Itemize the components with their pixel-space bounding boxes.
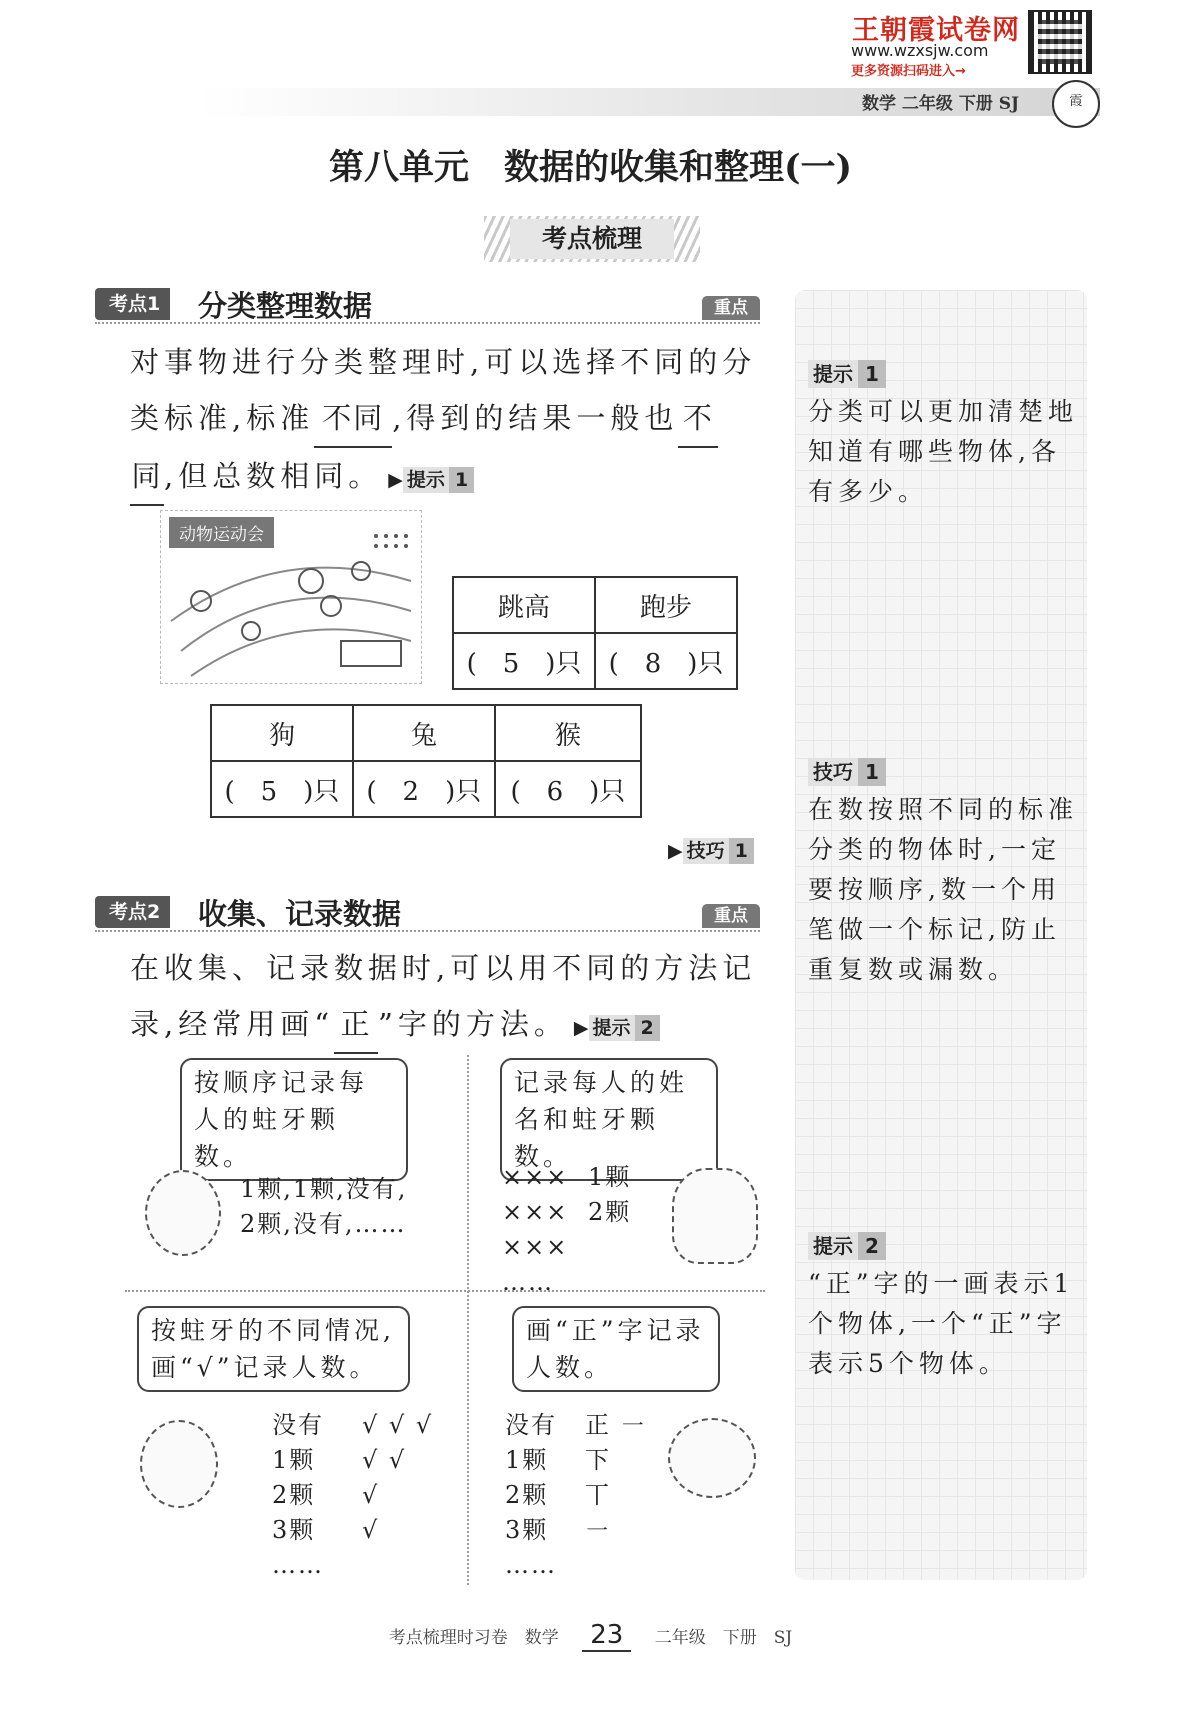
unit-title: 第八单元 数据的收集和整理(一) xyxy=(328,147,853,188)
point1-tag: 考点1 xyxy=(95,288,170,320)
list-item: 没有 正 ㇐ xyxy=(505,1411,647,1439)
footer-left: 考点梳理时习卷 数学 xyxy=(388,1628,559,1648)
method3-record xyxy=(272,1408,433,1583)
list-item: ××× xyxy=(502,1233,569,1261)
point1-line2-b: ,得到的结果一般也 xyxy=(392,401,679,435)
mascot-icon xyxy=(145,1170,221,1256)
table-header: 狗 xyxy=(211,705,353,761)
list-item: 3颗 √ xyxy=(272,1516,380,1544)
point1-line1: 对事物进行分类整理时,可以选择不同的分 xyxy=(130,345,757,379)
list-item: ××× 1颗 xyxy=(502,1163,632,1191)
point2-line1: 在收集、记录数据时,可以用不同的方法记 xyxy=(130,951,757,985)
list-item: 1颗 √ √ xyxy=(272,1446,407,1474)
list-item: …… xyxy=(502,1268,554,1296)
page-number: 23 xyxy=(582,1620,631,1652)
point2-divider xyxy=(95,930,760,932)
sidebar-tip2-text: “正”字的一画表示1个物体,一个“正”字表示5个物体。 xyxy=(808,1269,1075,1378)
illustration-caption: 动物运动会 xyxy=(169,517,274,548)
point1-text xyxy=(130,334,770,508)
header-subject: 数学 二年级 下册 SJ xyxy=(862,94,1020,114)
table-header: 兔 xyxy=(353,705,495,761)
point2-line2 xyxy=(130,996,770,1056)
brand-cta: 更多资源扫码进入→ xyxy=(851,64,966,79)
qr-code-icon[interactable] xyxy=(1028,10,1092,74)
table-cell: ( 8 )只 xyxy=(595,633,737,689)
answer-blank-2[interactable]: 不 xyxy=(678,390,718,448)
method1-record xyxy=(240,1172,407,1242)
table-cell: ( 5 )只 xyxy=(453,633,595,689)
method3-bubble: 按蛀牙的不同情况,画“√”记录人数。 xyxy=(137,1306,410,1392)
sidebar-tip1-tag: 提示 1 xyxy=(808,358,886,387)
table-sport-counts xyxy=(452,576,738,690)
table-animal-counts xyxy=(210,704,642,818)
answer-blank-2b[interactable]: 同 xyxy=(130,448,164,506)
method4-record xyxy=(505,1408,647,1583)
list-item: 2颗 √ xyxy=(272,1481,380,1509)
animal-sports-illustration xyxy=(160,510,422,684)
list-item: 没有 √ √ √ xyxy=(272,1411,434,1439)
list-item: 3颗 ㇐ xyxy=(505,1516,611,1544)
list-item: ××× 2颗 xyxy=(502,1198,632,1226)
list-item: …… xyxy=(505,1551,557,1579)
methods-horizontal-divider xyxy=(125,1290,765,1292)
sidebar-tip1-text: 分类可以更加清楚地知道有哪些物体,各有多少。 xyxy=(808,397,1079,506)
tomato-mascot-icon xyxy=(668,1418,756,1498)
mascot-icon xyxy=(140,1420,218,1508)
point2-tip-ref[interactable]: ▶ 提示 2 xyxy=(568,1015,660,1041)
table-header: 猴 xyxy=(495,705,641,761)
mushroom-mascot-icon xyxy=(672,1168,758,1264)
answer-blank-3[interactable]: 正 xyxy=(334,996,378,1054)
footer-right: 二年级 下册 SJ xyxy=(654,1628,793,1648)
point2-title: 收集、记录数据 xyxy=(198,897,402,931)
table-header: 跳高 xyxy=(453,577,595,633)
animals-drawing-icon xyxy=(161,511,419,681)
section-banner: 考点梳理 xyxy=(510,219,674,259)
point1-key-badge: 重点 xyxy=(702,296,760,320)
point2-tag: 考点2 xyxy=(95,896,170,928)
method2-bubble: 记录每人的姓名和蛀牙颗数。 xyxy=(500,1058,718,1181)
method1-line: 2颗,没有,…… xyxy=(240,1210,407,1238)
methods-vertical-divider xyxy=(467,1055,469,1585)
sidebar-skill1-text: 在数按照不同的标准分类的物体时,一定要按顺序,数一个用笔做一个标记,防止重复数或漏数。 xyxy=(808,795,1079,984)
point1-line3-text: ,但总数相同。 xyxy=(164,459,383,493)
point1-divider xyxy=(95,322,760,324)
method1-bubble: 按顺序记录每人的蛀牙颗数。 xyxy=(180,1058,408,1181)
brand-title: 王朝霞试卷网 xyxy=(852,15,1020,46)
point2-line2-b: ”字的方法。 xyxy=(378,1007,568,1041)
method1-line: 1颗,1颗,没有, xyxy=(240,1175,408,1203)
table-header: 跑步 xyxy=(595,577,737,633)
answer-blank-1[interactable]: 不同 xyxy=(314,390,392,448)
method2-record xyxy=(502,1160,631,1300)
point1-line3 xyxy=(130,448,770,508)
point1-tip-ref[interactable]: ▶ 提示 1 xyxy=(382,467,474,493)
page-footer xyxy=(0,1620,1181,1650)
point1-skill-ref[interactable]: ▶ 技巧 1 xyxy=(668,836,754,863)
point2-key-badge: 重点 xyxy=(702,904,760,928)
point1-line2-a: 类标准,标准 xyxy=(130,401,315,435)
point2-text xyxy=(130,940,770,1056)
brand-url[interactable]: www.wzxsjw.com xyxy=(851,41,989,60)
brand-seal-icon: 霞 xyxy=(1052,80,1100,128)
table-cell: ( 6 )只 xyxy=(495,761,641,817)
point1-line2 xyxy=(130,390,770,448)
list-item: …… xyxy=(272,1551,324,1579)
point1-title: 分类整理数据 xyxy=(198,289,373,323)
list-item: 1颗 下 xyxy=(505,1446,611,1474)
list-item: 2颗 丅 xyxy=(505,1481,611,1509)
table-cell: ( 2 )只 xyxy=(353,761,495,817)
point2-line2-a: 录,经常用画“ xyxy=(130,1007,335,1041)
method4-bubble: 画“正”字记录人数。 xyxy=(512,1306,720,1392)
sidebar-tip2-tag: 提示 2 xyxy=(808,1230,886,1259)
sidebar-skill1-tag: 技巧 1 xyxy=(808,756,886,785)
table-cell: ( 5 )只 xyxy=(211,761,353,817)
